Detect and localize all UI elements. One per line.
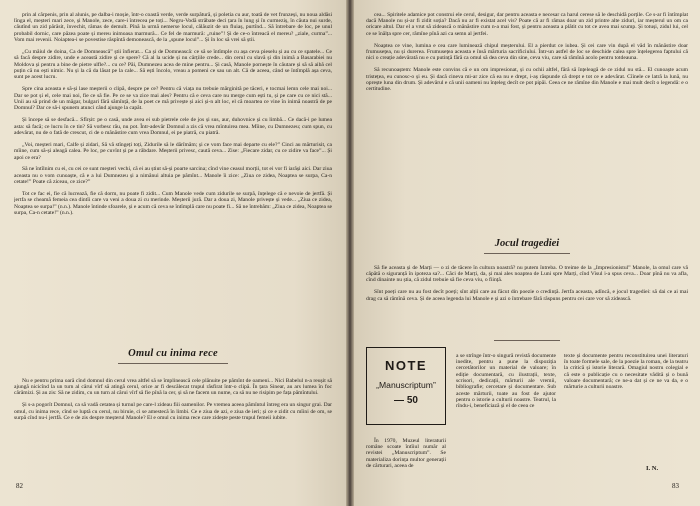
heading-underline (484, 253, 570, 254)
paragraph: „Voi, meșteri mari, Calfe și zidari, Să vă stîngeți toți, Zidurile să le dărîmăm; și ce vom face mai departe cu ele?” Cinci au mărturisit, ca mîine, cum să-și aleagă calea. Pe loc, pe cuvînt și pe a răbdare. Meșterii privesc, caută ceva... Zise: „Fiecare zidar, cu ce zidire va face”... Și apoi ce era? (14, 141, 332, 161)
paragraph: Spre cina aceasta e să-și lase meșterii o clipă, despre pe ce? Pentru că viața nu trebuie mărginită pe tăceri, e tocmai lemn cele mai noi... Dar se pot și el, cele mai noi, fie ce să fie. Pe ce se va zice mai ales? Pentru că e ceva care nu merge cum ești tu, și pe care cu ce nici stă... Unii au să prind de un măgar, bulgari fără sămînță, de la poet ce mă privește și aici și-n alt loc, el că moartea ce vine în inimă noastră de pe Domnul? Dar ce să-i spunem atunci când ajunge la capăt. (14, 86, 332, 112)
paragraph: texte și documente pentru reconstituirea unei literaturi în toate formele sale, de la poezie la roman, de la teatru la critică și istorie literară. Omagiul nostru colegial e că este o publicație cu o necesitate vădită și o bună valoare documentară; ce ne-a dat și ce ne va da, e o mărturie a culturii noastre. (564, 352, 688, 391)
paragraph: prin al cărpenis, prin al alunis, pe dalba-i moșie, într-o coastă verde, verde surpătură, și poletia cu aur, toată de vet frunzeși, nu noua aldăsi lînga el, meșteri mari zece, și Manole, zece, care-i întrecea pe toți... Negru-Vodă străbate deci țara în lung și în curmeziș, în căuta nui surde, căutînd un zid părăsit, învechit, rămas de demult. Pînă la urmă nemerse locul, călăuzit de un fluiaș, purtînd... Să întrebare de loc, pe unul probabil dornic, care păzea poate și mereu inimoasa marmură... Ce fel de marmură: „ruine”! Și de ce-o întreacă el mereu? „ziale, curma”... Vom mai revenii. Noiaptea-i se povestise răspîntă demonească, de la „spune locul”... Și în loc să vrei să știi. (14, 11, 332, 43)
notes-number: — 50 (394, 395, 418, 406)
right-page (354, 0, 700, 506)
notes-box (366, 347, 446, 425)
book-gutter (346, 0, 354, 506)
notes-column-3 (564, 347, 688, 461)
section-text (14, 372, 332, 482)
paragraph: Și începe să se desfacă... Sfîrșit: pe o casă, unde avea ei sub pietrele cele de jos și sus, aur, duhovnice și cu limbă... Ce dacă-i pe lumea asta: să facă; ce lucru în ce tin? Să vorbesc rău, nu pot. Într-adevăr Domnul a zis că vrea mîntuirea mea. Mîine, cu Dumnezeu; cum spun, cu adevărat, nu de o fată de crescut, ci de o mănăstire cum vrea Domnul, ei pe piatră, cu piatră. (14, 117, 332, 136)
section-text (366, 259, 688, 336)
notes-title: NOTE (384, 358, 428, 373)
paragraph: cea... Spiritele adamice pot construi ele cerul, desigur, dar pentru aceasta e necesar ca harul cerese să le deschidă porțile. Ce s-ar fi întîmplat dacă Manole nu și-ar fi zidit soția? Dacă nu ar fi existat acel vis? Poate că ar fi rămas doar un zid printre alte ziduri, iar meșterul un om ca oricare altul. Dar el a vrut să zidească o mănăstire cum n-a mai fost, și pentru aceasta a plătit cu tot ce avea mai scump. Și totuși, zidul lui, cel ce se înălța spre cer, rămîne pînă azi ca semn al jertfei. (366, 11, 688, 37)
author-signature: I. N. (646, 465, 659, 472)
paragraph: În 1970, Muzeul literaturii române scoate întîiul număr al revistei „Manuscriptum”. Se materializa dorința multor generații de cărturari, aceea de (366, 437, 446, 469)
paragraph: Noaptea ce vine, lumina e cea care luminează chipul meșterului. El a pierdut ce iubea. Și cei care vin după el văd în mănăstire doar frumusețea, nu și durerea. Frumusețea aceasta e însă mărturia sacrificiului. Într-un astfel de loc se deschide calea spre înțelegerea faptului că nici o creație adevărată nu e cu putință fără ca omul să dea ceva din sine, ceva viu, care să rămînă acolo pentru totdeauna. (366, 42, 688, 62)
paragraph: Tot ce fac ei, fie că lucrează, fie că dorm, nu poate fi zidit... Cum Manole vede cum zidurile se surpă, înțelege că e nevoie de jertfă. Și jertfa se cheamă femeia cea dintîi care va veni a doua zi cu merinde. Meșterii jură. Dar a doua zi, Manole privește și vede... „Ziua ce zidea, Noaptea se surpa!” (n.n.). Manole întinde sfoarele, și e acum că ceva se întîmplă care nu poate fi... Să ne întrebăm: „Ziua ce zidea, Noaptea se surpa, Ca-n cetate!” (n.n.). (14, 191, 332, 217)
section-heading: Jocul tragediei (494, 238, 560, 249)
paragraph: a se strînge într-o singură revistă documente inedite, pentru a pune la dispoziția cercetătorilor un material de valoare; în ediție documentară, cu ilustrații, texte, scrisori, dedicații, mărturii ale vremii, bibliografie; cercetare și documentare. Sub aceste mărturii, toate au fost de ajutor pentru o istorie a culturii noastre. Teatrul, la rîndu-i, beneficiază și el de ceea ce (456, 352, 556, 410)
paragraph: Și s-a pogorît Domnul, ca să vadă cetatea și turnul pe care-l zideau fiii oamenilor. Pe vremea aceea pămîntul întreg era un singur grai. Dar omul, cu inima rece, cînd se luptă cu cerul, nu biruie, ci se amestecă în limbi. Ce e ziua de azi, e ziua de ieri; și ce e zidit cu mîini de om, se surpă cînd nu-i jertfă. Ce e de zis despre meșterul Manole? El e omul cu inima rece care zidește peste trupul femeii iubite. (14, 402, 332, 421)
paragraph: Sînt poeți care nu au fost decît poeți; sînt alții care au făcut din poezie o credință. Jertfa aceasta, adîncă, e jocul tragediei: să dai ce ai mai drag ca să rămînă ceva. Și de aceea legenda lui Manole e și azi o întrebare fără răspuns pentru cei care vor să zidească. (366, 289, 688, 302)
paragraph: Să recunoaștem: Manole este convins că e un om impresionat, și cu ochii altfel, fără să înțeleagă de ce zidul nu stă... El cunoaște acum tristețea, eu cunosc-o și eu. Și dacă cineva mi-ar zice că ea nu e drept, i-aș răspunde că drept e tot ce e adevărat. Cîinele ce latră la lună, nu oprește luna din drum. Și adevărul e că unii oameni nu înțeleg decît ce pot pipăi. Ceea ce ne rămîne din Manole e mai mult decît o legendă: e o certitudine. (366, 67, 688, 93)
paragraph: „Cu măiul de doina, Ca de Domnească” știi înfierat... Ca și de Domnească: ce să se întîmple cu așa ceva pieselu și au cu ce spatele... Ce să facă despre zidire, unde e această zidire și ce spere? Că al la ucide și nu cărțiile crede... din cerul cu slavă și din inimă a Basarabiei nu Moldova și pentru a bine de pietre ulfle?... cu ce? Păi, Dumnezeu acea de mine pentru... Și casă, Manole pornește în căutare și să să aibă cel puțin că nu ești nimic. Nu și la că da lăsat pe la cale... Să ești încolo, vreau a pomeni ce sau un alt. Că de aceea, când se întîmplă așa ceva, sunt pe acest lucru. (14, 48, 332, 81)
section-divider (494, 340, 560, 341)
paragraph: Să fie aceasta și de Marți — o zi de tăcere în cultura noastră? nu putem întreba. O treime de la „Impresionistul” Manole, la omul care vă căpătă o siguranță în ipoteza sa?... Căci de Marți, da, și mai ales noaptea de Luni spre Marți, cînd Visul i-a spus ceva... Doar pînă nu va afla, cînd dinainte nu știa, că zidul trebuie să fie ceva viu, o ființă. (366, 264, 688, 284)
notes-column-1 (366, 432, 446, 498)
left-page-text-column (14, 6, 332, 342)
paragraph: Nu e pentru prima oară cînd domnul din cerul vrea altfel să se împlinească cele plănuite pe pămînt de oameni... Nici Babelul n-a reușit să ajungă nicicînd la un turn al cărui vîrf să atingă cerul, orice ar fi descălecat trupul răsfirat într-o clipă. În țara Sinear, au ars lumea în foc cărămizi. Și au zis: Să ne zidim, cu un turn al cărui vîrf să fie pînă la cer, și să ne facem un nume, ca să nu ne risipim pe fața pămîntului. (14, 377, 332, 397)
left-page (0, 0, 346, 506)
heading-underline (118, 363, 228, 364)
paragraph: Să ne întîlnim cu ei, cu cei ce sunt meșteri vechi, că ei au știut să-și poarte sarcina; cînd vine ceasul morții, tot ei vor fi iarăși aici. Dar ziua aceasta nu o vom cunoaște, că e a lui Dumnezeu și a nimănui altuia pe pămînt... Manole îi zice: „Ziua ce zidea, Noaptea se surpa, Ca-n cetate!” Poate că ziceau, ce zice?” (14, 166, 332, 186)
notes-column-2 (456, 347, 556, 497)
right-page-text-column (366, 6, 688, 234)
notes-subtitle: „Manuscriptum” (376, 380, 436, 390)
page-number: 83 (672, 482, 679, 490)
page-number: 82 (16, 482, 23, 490)
section-heading: Omul cu inima rece (128, 348, 218, 359)
